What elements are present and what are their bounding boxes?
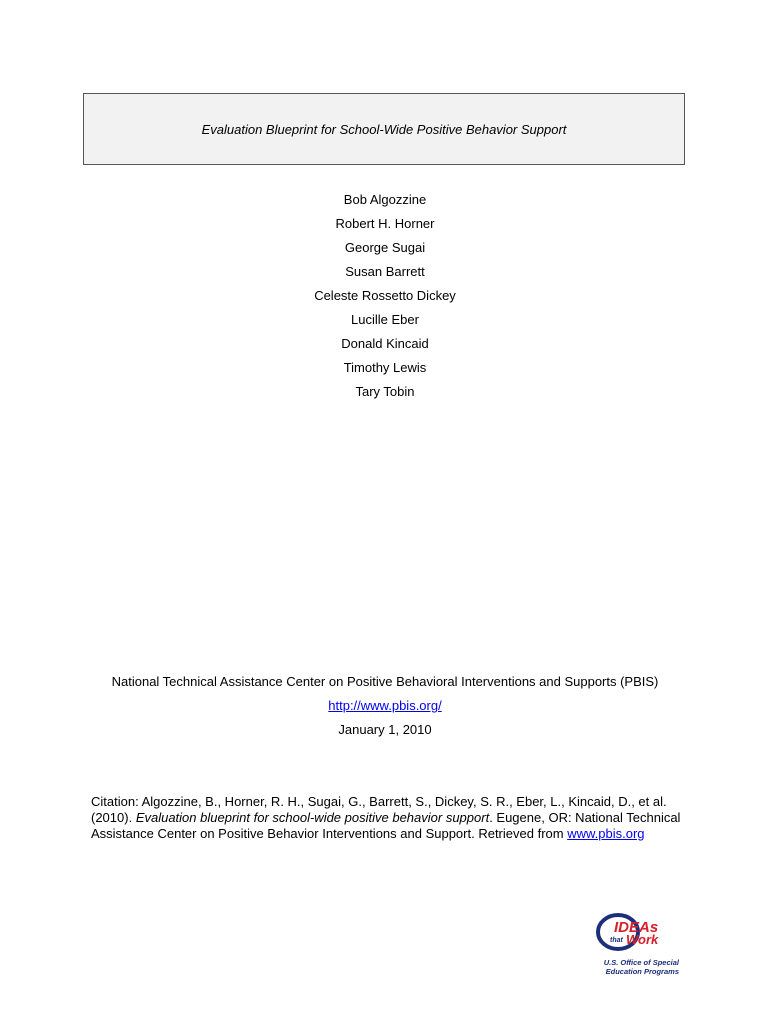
author-name: Celeste Rossetto Dickey xyxy=(314,288,456,303)
organization-url-link[interactable]: http://www.pbis.org/ xyxy=(328,698,442,713)
logo-ideas-text: IDEAs xyxy=(614,919,659,936)
author-name: Susan Barrett xyxy=(345,264,425,279)
organization-link-row xyxy=(0,698,770,713)
author-name: Robert H. Horner xyxy=(335,216,435,231)
citation-suffix: . Eugene, OR: National Technical Assistance Center on Positive Behavior Interventions and Support. Retrieved from xyxy=(91,810,681,841)
citation-title: Evaluation blueprint for school-wide positive behavior support xyxy=(135,810,490,825)
logo-that-text: that xyxy=(610,937,623,944)
organization-name: National Technical Assistance Center on Positive Behavioral Interventions and Supports (PBIS) xyxy=(111,674,659,689)
logo-work-text: Work xyxy=(626,932,659,947)
publication-date: January 1, 2010 xyxy=(338,722,432,737)
author-list xyxy=(0,191,770,407)
logo-caption-line: U.S. Office of Special xyxy=(603,958,679,967)
citation-prefix: Citation: Algozzine, B., Horner, R. H., Sugai, G., Barrett, S., Dickey, S. R., Eber, L., Kincaid, D., et al. (2010). xyxy=(91,794,667,825)
author-name: Donald Kincaid xyxy=(341,336,429,351)
author-name: Lucille Eber xyxy=(351,312,419,327)
citation xyxy=(91,794,691,842)
logo-caption xyxy=(575,958,679,976)
title-box xyxy=(83,93,685,165)
author-name: Tary Tobin xyxy=(355,384,415,399)
logo-caption-line: Education Programs xyxy=(605,967,679,976)
author-name: Bob Algozzine xyxy=(343,192,427,207)
author-name: Timothy Lewis xyxy=(343,360,427,375)
document-title: Evaluation Blueprint for School-Wide Positive Behavior Support xyxy=(201,121,567,137)
citation-link[interactable]: www.pbis.org xyxy=(567,826,645,841)
author-name: George Sugai xyxy=(344,240,426,255)
